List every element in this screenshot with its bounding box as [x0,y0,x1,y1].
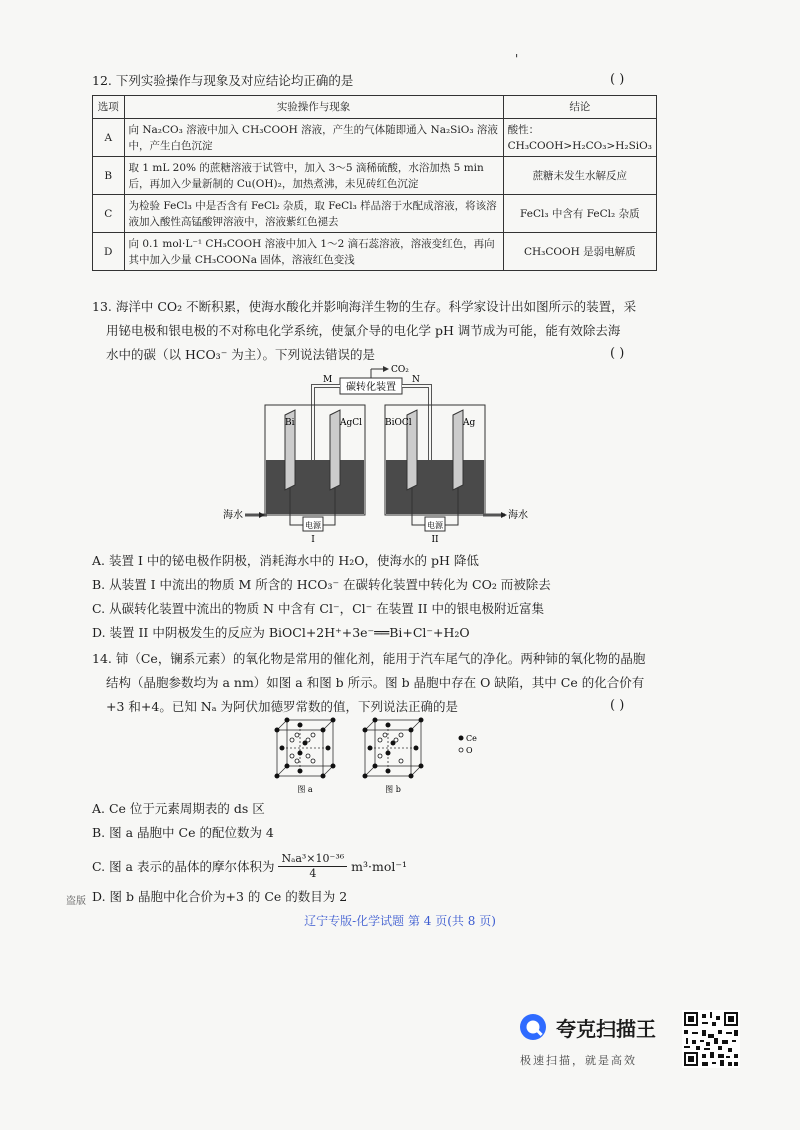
power-label: 电源 [427,521,443,530]
ag-label: Ag [463,418,476,428]
fraction [278,852,347,881]
table-header: 结论 [503,96,656,119]
table-header: 实验操作与现象 [124,96,503,119]
device-1-label: I [311,535,315,545]
brand-name: 夸克扫描王 [556,1016,656,1041]
q14-stem-line: 结构（晶胞参数均为 a nm）如图 a 和图 b 所示。图 b 晶胞中存在 O 缺陷，其中 Ce 的化合价有 [106,675,645,690]
legend-ce: Ce [466,734,477,743]
seawater-out-label: 海水 [508,510,528,521]
scanner-logo-icon [518,1012,548,1042]
fraction-denominator: 4 [309,867,317,880]
table-header-row [93,96,657,119]
page-mark: ' [515,52,519,66]
q14-stem-line: +3 和+4。已知 Nₐ 为阿伏加德罗常数的值，下列说法正确的是 [106,699,459,714]
q13-answer-paren: ( ) [610,346,625,361]
row-option: C [93,195,125,233]
crystal-figures [265,712,485,794]
row-operation: 为检验 FeCl₃ 中是否含有 FeCl₂ 杂质，取 FeCl₃ 样品溶于水配成溶液，将该溶液加入酸性高锰酸钾溶液中，溶液紫红色褪去 [124,195,503,233]
scanner-brand [518,1012,656,1042]
power-label: 电源 [305,521,321,530]
q13-option-a: A. 装置 I 中的铋电极作阴极，消耗海水中的 H₂O，使海水的 pH 降低 [92,553,479,568]
q14-option-a: A. Ce 位于元素周期表的 ds 区 [92,801,265,816]
page-footer: 辽宁专版-化学试题 第 4 页(共 8 页) [304,914,496,928]
converter-label: 碳转化装置 [346,382,396,393]
table-row [93,119,657,157]
biocl-label: BiOCl [385,418,412,428]
q14-option-b: B. 图 a 晶胞中 Ce 的配位数为 4 [92,825,274,840]
table-header: 选项 [93,96,125,119]
table-row [93,157,657,195]
row-option: D [93,233,125,271]
bi-label: Bi [285,418,295,428]
row-operation: 取 1 mL 20% 的蔗糖溶液于试管中，加入 3～5 滴稀硫酸，水浴加热 5 min 后，再加入少量新制的 Cu(OH)₂，加热煮沸，未见砖红色沉淀 [124,157,503,195]
row-operation: 向 0.1 mol·L⁻¹ CH₃COOH 溶液中加入 1～2 滴石蕊溶液，溶液变红色，再向其中加入少量 CH₃COONa 固体，溶液红色变浅 [124,233,503,271]
agcl-label: AgCl [340,418,363,428]
q14-answer-paren: ( ) [610,698,625,713]
agcl-electrode [330,410,340,490]
m-label: M [323,375,333,385]
n-label: N [412,375,420,385]
row-operation: 向 Na₂CO₃ 溶液中加入 CH₃COOH 溶液，产生的气体随即通入 Na₂SiO₃ 溶液中，产生白色沉淀 [124,119,503,157]
row-conclusion: CH₃COOH 是弱电解质 [503,233,656,271]
q14-option-d: D. 图 b 晶胞中化合价为+3 的 Ce 的数目为 2 [92,889,348,904]
electrochem-diagram [215,360,535,545]
row-conclusion: 蔗糖未发生水解反应 [503,157,656,195]
q13-option-d: D. 装置 II 中阴极发生的反应为 BiOCl+2H⁺+3e⁻══Bi+Cl⁻+H₂O [92,625,470,640]
row-option: A [93,119,125,157]
q12-answer-paren: ( ) [610,72,625,87]
tank-1-seawater [266,460,364,514]
figure-b-caption: 图 b [385,785,401,794]
option-c-unit: m³·mol⁻¹ [351,858,407,874]
row-conclusion: FeCl₃ 中含有 FeCl₂ 杂质 [503,195,656,233]
q13-stem-line: 用铋电极和银电极的不对称电化学系统，使氯介导的电化学 pH 调节成为可能，能有效除去海 [106,323,621,338]
row-option: B [93,157,125,195]
side-mark: 盗版 [66,896,86,907]
q13-option-c: C. 从碳转化装置中流出的物质 N 中含有 Cl⁻，Cl⁻ 在装置 II 中的银电极附近富集 [92,601,545,616]
q13-stem-line: 水中的碳（以 HCO₃⁻ 为主）。下列说法错误的是 [106,347,376,362]
q14-option-c [92,852,407,881]
qr-code-icon [682,1010,740,1068]
legend-o: O [466,746,473,755]
tank-2-seawater [386,460,484,514]
table-row [93,195,657,233]
device-2-label: II [431,535,439,545]
q12-stem: 12. 下列实验操作与现象及对应结论均正确的是 [92,73,354,88]
q14-stem-line: 14. 铈（Ce，镧系元素）的氧化物是常用的催化剂，能用于汽车尾气的净化。两种铈的氧化物的晶胞 [92,651,646,666]
q13-option-b: B. 从装置 I 中流出的物质 M 所含的 HCO₃⁻ 在碳转化装置中转化为 CO₂ 而被除去 [92,577,551,592]
q12-table [92,95,657,271]
fraction-numerator: Nₐa³×10⁻³⁶ [278,852,347,867]
o-legend-dot [459,748,463,752]
row-conclusion: 酸性：CH₃COOH>H₂CO₃>H₂SiO₃ [503,119,656,157]
table-row [93,233,657,271]
figure-a-caption: 图 a [297,785,313,794]
ag-electrode [453,410,463,490]
ce-legend-dot [459,736,464,741]
seawater-in-label: 海水 [223,510,243,521]
option-c-text: C. 图 a 表示的晶体的摩尔体积为 [92,858,275,874]
q13-stem-line: 13. 海洋中 CO₂ 不断积累，使海水酸化并影响海洋生物的生存。科学家设计出如图所示的装置，采 [92,299,637,314]
brand-slogan: 极速扫描，就是高效 [520,1054,637,1067]
co2-label: CO₂ [391,365,409,375]
